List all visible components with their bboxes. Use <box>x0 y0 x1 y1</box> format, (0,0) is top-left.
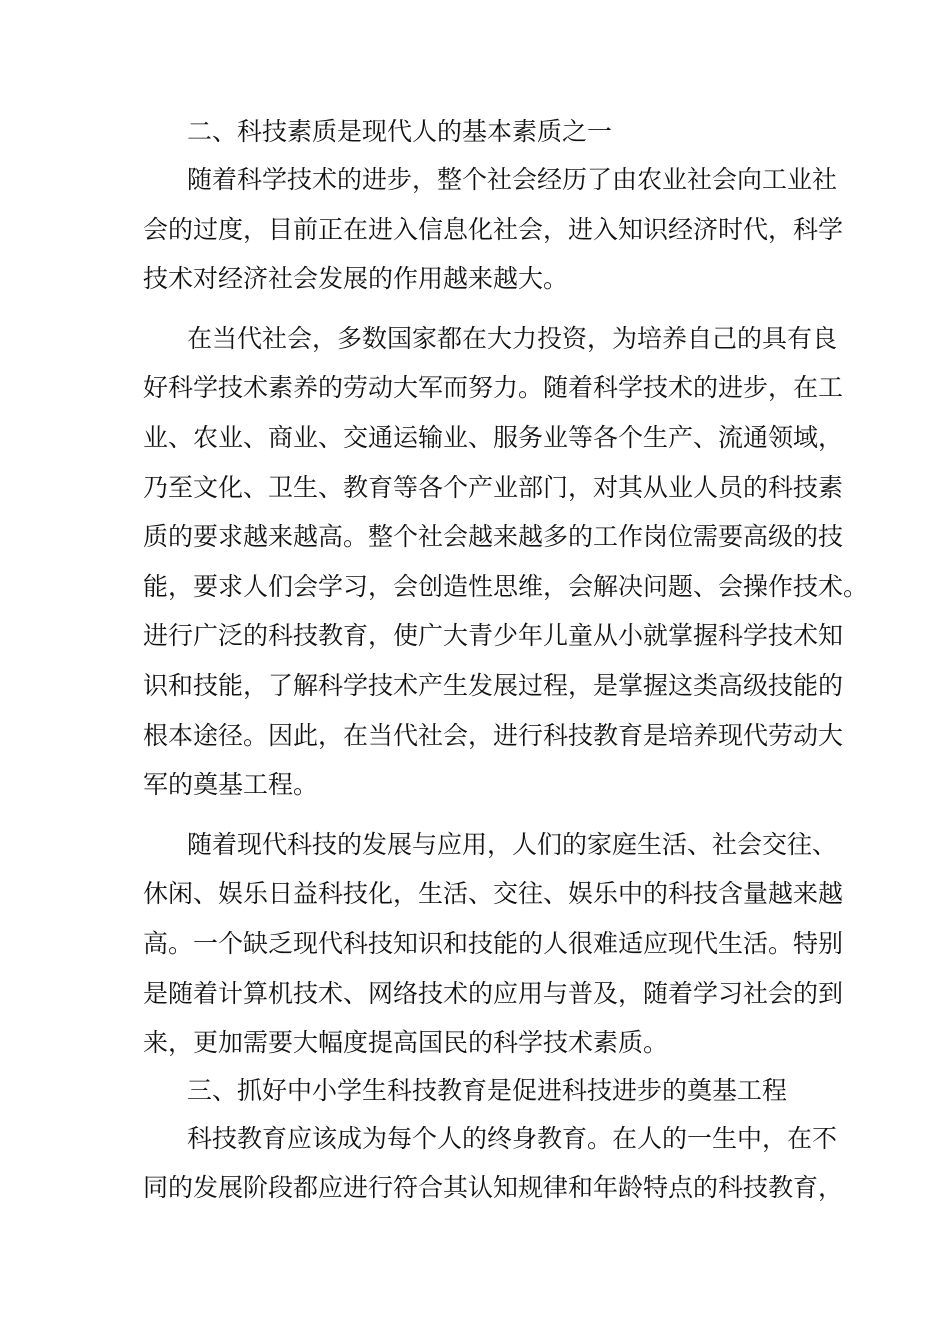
text-line: 随着科学技术的进步，整个社会经历了由农业社会向工业社 <box>187 165 838 194</box>
paragraph <box>143 1114 844 1213</box>
text-line: 识和技能，了解科学技术产生发展过程，是掌握这类高级技能的 <box>143 670 844 700</box>
paragraph <box>143 820 844 1068</box>
text-line: 技术对经济社会发展的作用越来越大。 <box>143 264 569 294</box>
text-line: 质的要求越来越高。整个社会越来越多的工作岗位需要高级的技 <box>143 522 844 552</box>
text-line: 同的发展阶段都应进行符合其认知规律和年龄特点的科技教育， <box>143 1173 844 1203</box>
text-line: 是随着计算机技术、网络技术的应用与普及，随着学习社会的到 <box>143 978 844 1008</box>
text-line: 休闲、娱乐日益科技化，生活、交往、娱乐中的科技含量越来越 <box>143 879 844 909</box>
text-line: 能，要求人们会学习，会创造性思维，会解决问题、会操作技术。 <box>143 571 869 601</box>
section-heading: 三、抓好中小学生科技教育是促进科技进步的奠基工程 <box>187 1075 788 1105</box>
text-line: 在当代社会，多数国家都在大力投资，为培养自己的具有良 <box>187 323 838 353</box>
text-line: 军的奠基工程。 <box>143 770 319 800</box>
section-heading: 二、科技素质是现代人的基本素质之一 <box>187 117 613 146</box>
text-line: 会的过度，目前正在进入信息化社会，进入知识经济时代，科学 <box>143 214 844 244</box>
text-line: 根本途径。因此，在当代社会，进行科技教育是培养现代劳动大 <box>143 720 844 750</box>
text-line: 随着现代科技的发展与应用，人们的家庭生活、社会交往、 <box>187 829 838 859</box>
document-page <box>143 112 869 1223</box>
text-line: 好科学技术素养的劳动大军而努力。随着科学技术的进步，在工 <box>143 373 844 403</box>
text-line: 乃至文化、卫生、教育等各个产业部门，对其从业人员的科技素 <box>143 472 844 502</box>
text-line: 高。一个缺乏现代科技知识和技能的人很难适应现代生活。特别 <box>143 928 844 958</box>
text-line: 科技教育应该成为每个人的终身教育。在人的一生中，在不 <box>187 1123 838 1153</box>
paragraph <box>143 155 844 304</box>
text-line: 来，更加需要大幅度提高国民的科学技术素质。 <box>143 1028 669 1058</box>
text-line: 业、农业、商业、交通运输业、服务业等各个生产、流通领域， <box>143 422 844 452</box>
paragraph <box>143 314 869 810</box>
text-line: 进行广泛的科技教育，使广大青少年儿童从小就掌握科学技术知 <box>143 621 844 651</box>
